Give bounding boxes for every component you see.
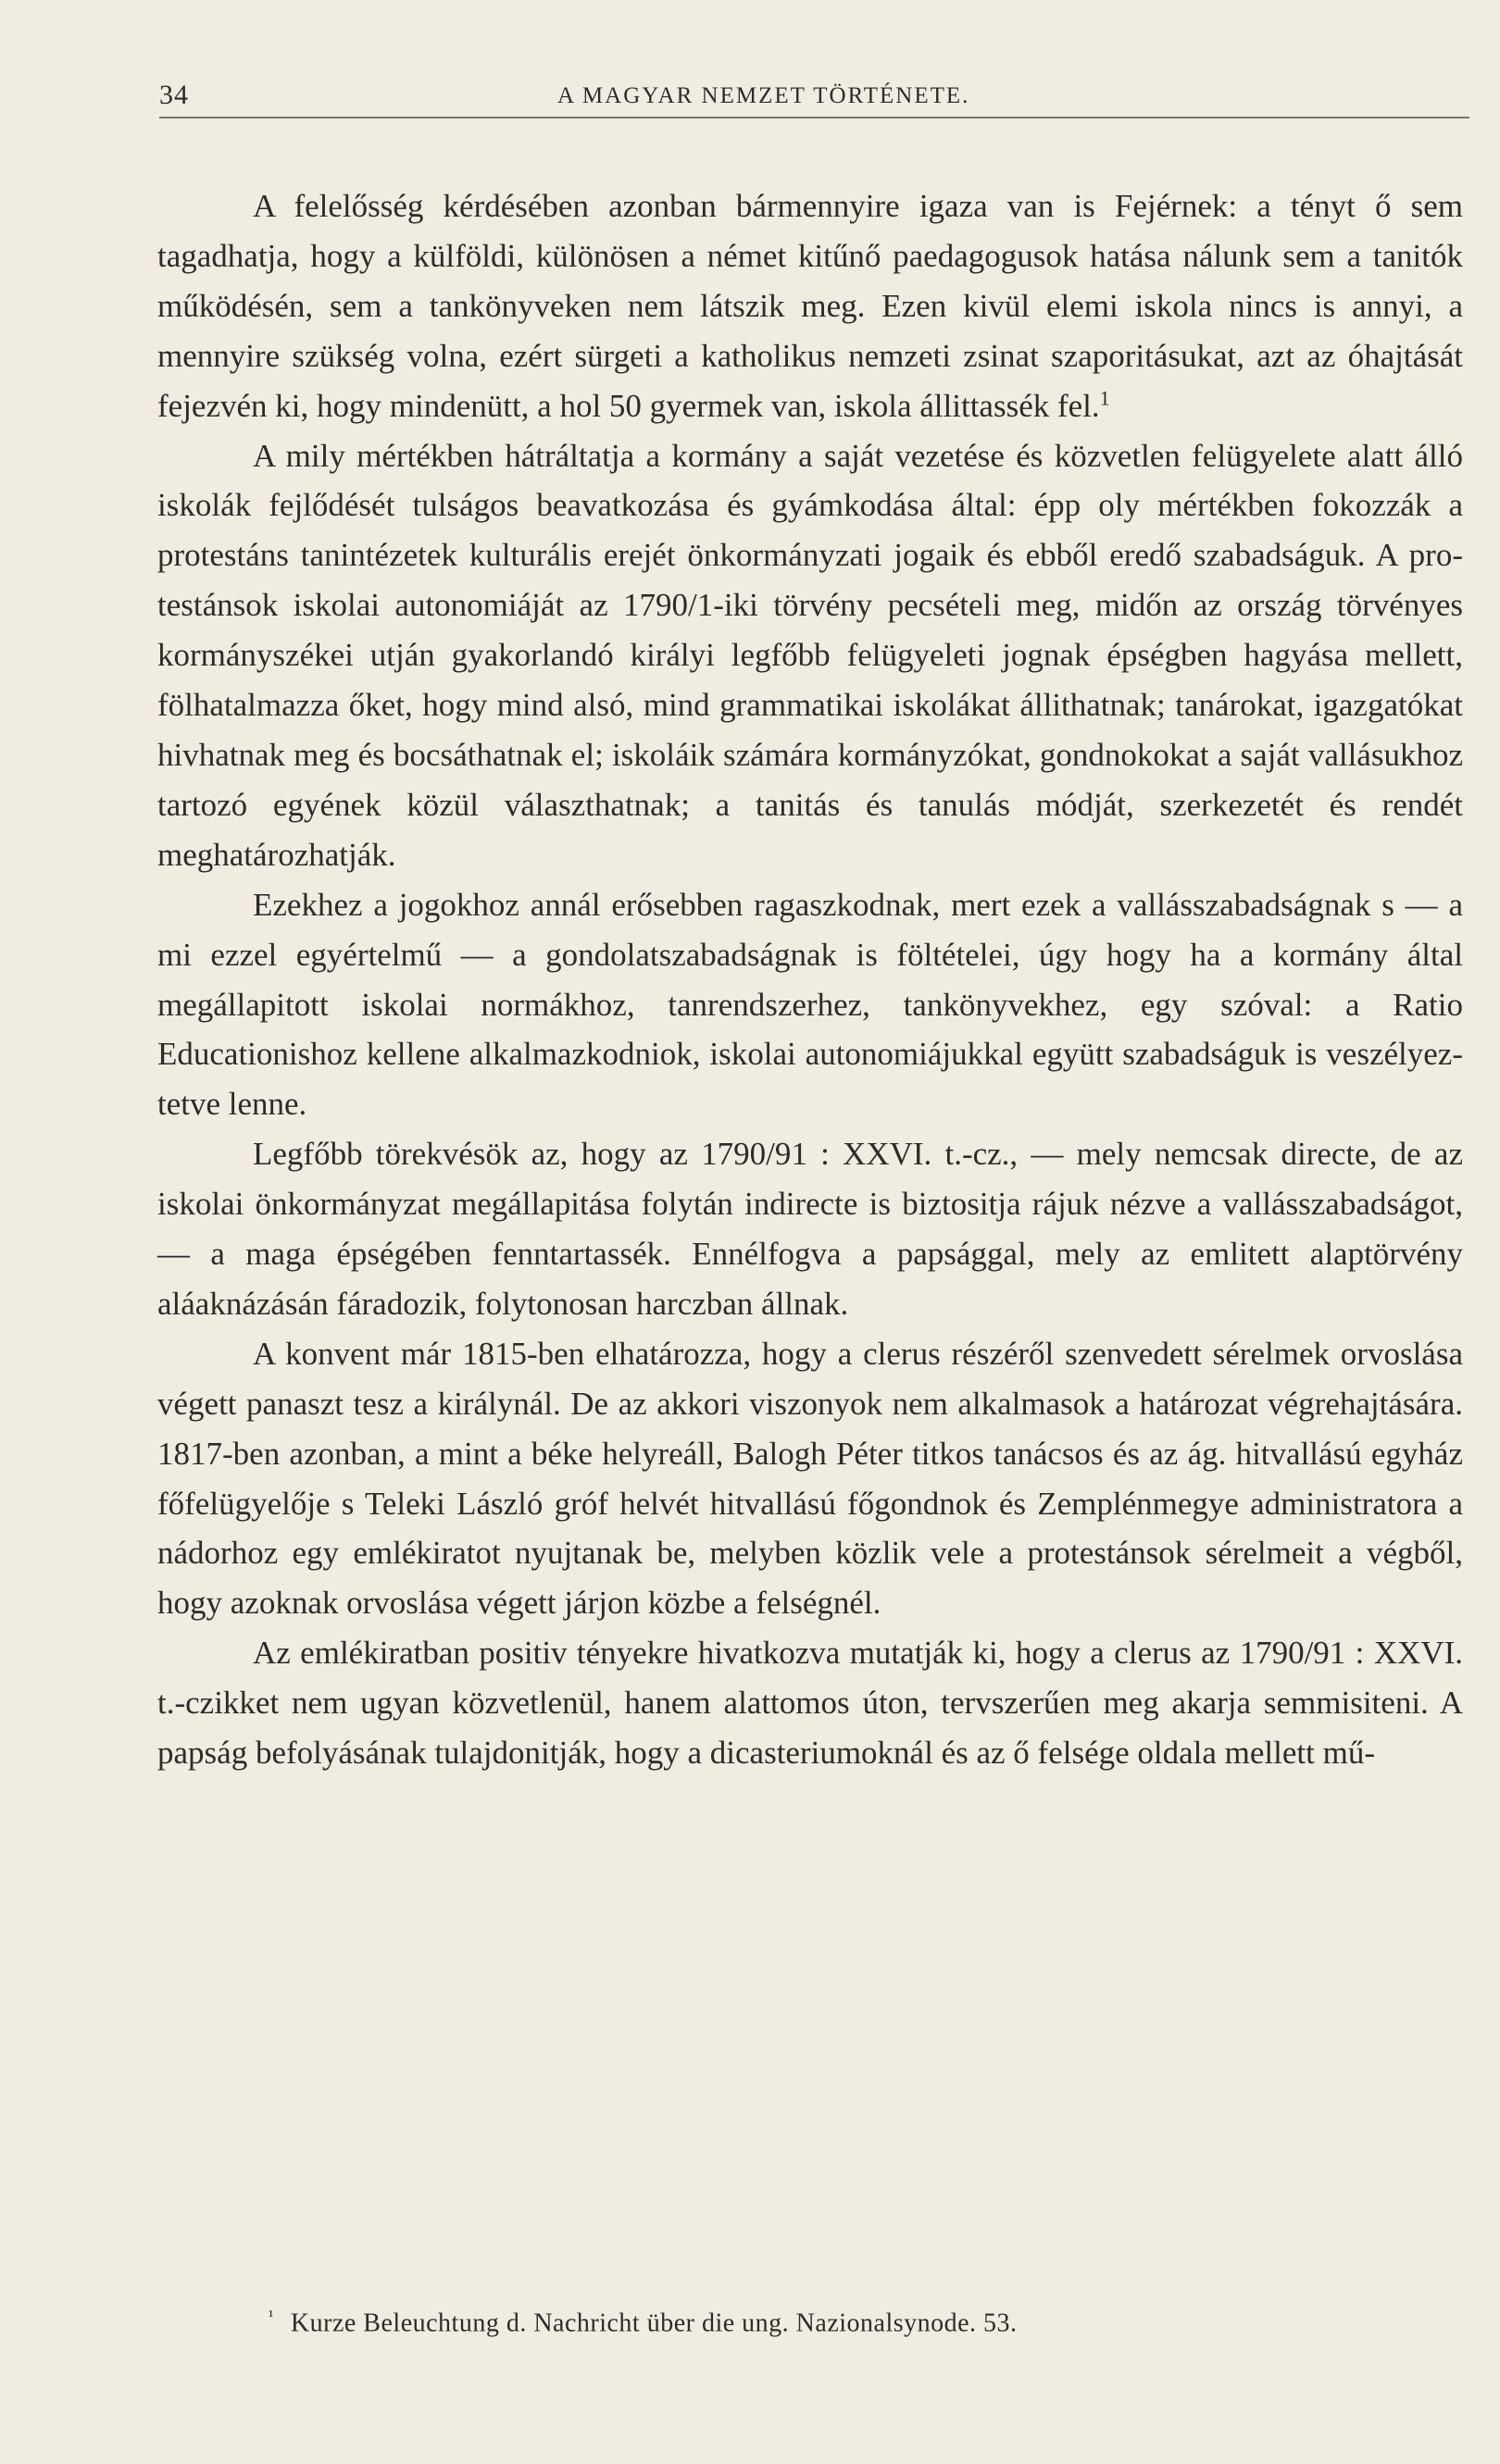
footnote-reference: 1: [1099, 385, 1110, 409]
paragraph-3: Ezekhez a jogokhoz annál erősebben ragaszkodnak, mert ezek a vallásszabadságnak s — a mi ezzel egyértelmű — a gondolatszabadságnak is föltételei, úgy hogy ha a kormány által megállapitott iskolai normákhoz, tanrendszerhez, tankönyvekhez, egy szóval: a Ratio Educationishoz kellene alkalmazkodniok, iskolai autonomiájukkal együtt szabadságuk is veszélyeztetve lenne.: [157, 886, 1463, 1123]
body-text: [157, 181, 1463, 1778]
running-title: A MAGYAR NEMZET TÖRTÉNETE.: [557, 83, 970, 108]
paragraph-4: Legfőbb törekvésök az, hogy az 1790/91 : XXVI. t.-cz., — mely nemcsak directe, de az iskolai önkormányzat megállapitása folytán indirecte is biztositja rájuk nézve a vallásszabadságot, — a maga épségében fenntartassék. Ennélfogva a papsággal, mely az emlitett alaptörvény aláaknázásán fáradozik, folytonosan harczban állnak.: [157, 1136, 1463, 1322]
footnote-mark: ¹: [269, 2307, 274, 2325]
footnote-text: Kurze Beleuchtung d. Nachricht über die ung. Nazionalsynode. 53.: [290, 2308, 1018, 2338]
page-number: 34: [159, 80, 189, 110]
paragraph-text: A felelősség kérdésében azonban bármennyire igaza van is Fejérnek: a tényt ő sem tagadhatja, hogy a külföldi, különösen a német kitűnő paedagogusok hatása nálunk sem a tanitók működésén, sem a tankönyveken nem látszik meg. Ezen kivül elemi iskola nincs is annyi, a mennyire szükség volna, ezért sürgeti a katholikus nemzeti zsinat szaporitásukat, azt az óhajtását fejezvén ki, hogy mindenütt, a hol 50 gyermek van, iskola állittassék fel.: [157, 188, 1463, 424]
header-rule: [159, 117, 1469, 118]
paragraph-6: Az emlékiratban positiv tényekre hivatkozva mutatják ki, hogy a clerus az 1790/91 : XXVI. t.-czikket nem ugyan közvetlenül, hanem alattomos úton, tervszerűen meg akarja semmisiteni. A papság befolyásának tulajdonitják, hogy a dicasteriumoknál és az ő felsége oldala mellett mű-: [157, 1635, 1463, 1772]
paragraph-1: [157, 181, 1463, 431]
paragraph-2: A mily mértékben hátráltatja a kormány a saját vezetése és közvetlen felügyelete alatt álló iskolák fejlődését tulságos beavatkozása és gyámkodása által: épp oly mértékben fokozzák a protestáns tanintézetek kulturális erejét önkormányzati jogaik és ebből eredő szabadságuk. A protestánsok iskolai autonomiáját az 1790/1-iki törvény pecsételi meg, midőn az ország törvényes kormányszékei utján gyakorlandó királyi legfőbb felügyeleti jognak épségben hagyása mellett, fölhatalmazza őket, hogy mind alsó, mind grammatikai iskolákat állithatnak; tanárokat, igazgatókat hivhatnak meg és bocsáthatnak el; iskoláik számára kormányzókat, gondnokokat a saját vallásukhoz tartozó egyének közül választhatnak; a tanitás és tanulás módját, szerkezetét és rendét meghatározhatják.: [157, 437, 1463, 873]
paragraph-5: A konvent már 1815-ben elhatározza, hogy a clerus részéről szenvedett sérelmek orvoslása végett panaszt tesz a királynál. De az akkori viszonyok nem alkalmasok a határozat végrehajtására. 1817-ben azonban, a mint a béke helyreáll, Balogh Péter titkos tanácsos és az ág. hitvallású egyház főfelügyelője s Teleki László gróf helvét hitvallású főgondnok és Zemplénmegye administratora a nádorhoz egy emlékiratot nyujtanak be, melyben közlik vele a protestánsok sérelmeit a végből, hogy azoknak orvoslása végett járjon közbe a felségnél.: [157, 1335, 1463, 1622]
footnote: [269, 2299, 1380, 2340]
page-header: [159, 74, 1469, 120]
